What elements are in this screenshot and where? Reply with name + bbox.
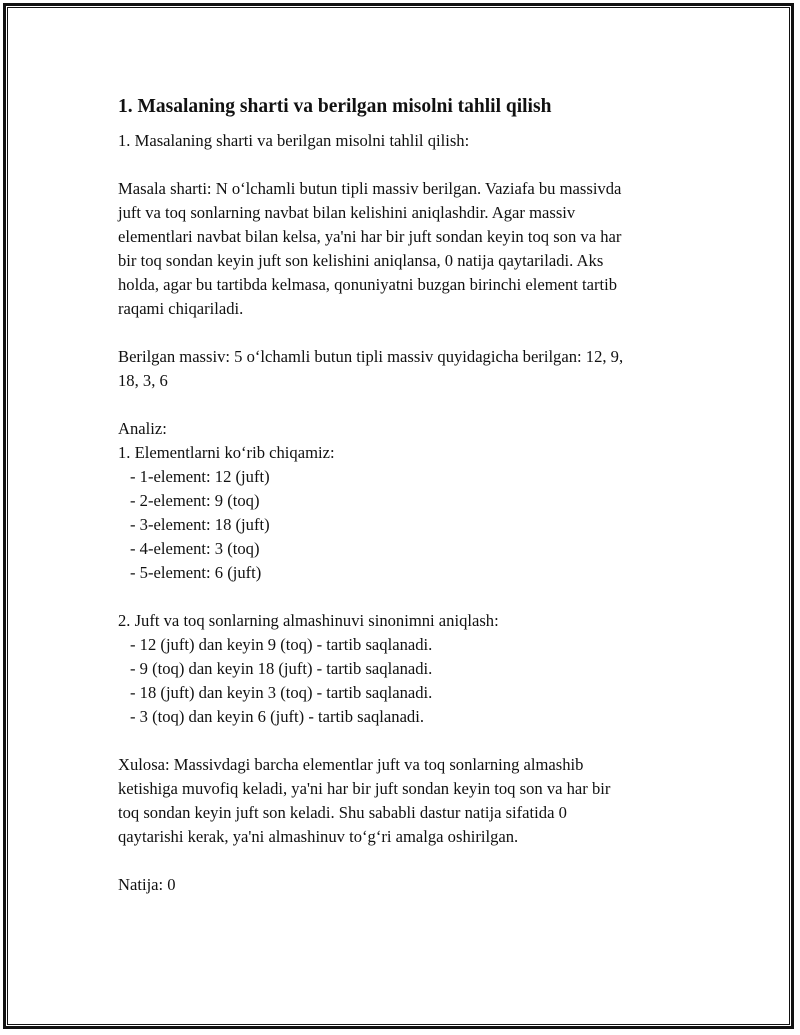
condition-line: juft va toq sonlarning navbat bilan kelishini aniqlashdir. Agar massiv [118,203,576,222]
condition-line: elementlari navbat bilan kelsa, ya'ni har bir juft sondan keyin toq son va har [118,227,622,246]
condition-paragraph [118,177,698,321]
condition-line: raqami chiqariladi. [118,299,244,318]
document-body [118,94,698,921]
condition-line: Masala sharti: N o‘lchamli butun tipli massiv berilgan. Vaziafa bu massivda [118,179,622,198]
list-item: - 3 (toq) dan keyin 6 (juft) - tartib saqlanadi. [130,707,424,726]
document-title: 1. Masalaning sharti va berilgan misolni tahlil qilish [118,96,552,117]
list-item: - 4-element: 3 (toq) [130,539,260,558]
given-line: Berilgan massiv: 5 o‘lchamli butun tipli massiv quyidagicha berilgan: 12, 9, [118,347,624,366]
condition-line: holda, agar bu tartibda kelmasa, qonuniyatni buzgan birinchi element tartib [118,275,618,294]
conclusion-line: Xulosa: Massivdagi barcha elementlar juft va toq sonlarning almashib [118,755,584,774]
given-array-paragraph [118,345,698,393]
step1-title: 1. Elementlarni ko‘rib chiqamiz: [118,443,335,462]
list-item: - 9 (toq) dan keyin 18 (juft) - tartib saqlanadi. [130,659,433,678]
list-item: - 3-element: 18 (juft) [130,515,270,534]
list-item: - 1-element: 12 (juft) [130,467,270,486]
conclusion-line: toq sondan keyin juft son keladi. Shu sababli dastur natija sifatida 0 [118,803,567,822]
condition-line: bir toq sondan keyin juft son kelishini aniqlansa, 0 natija qaytariladi. Aks [118,251,604,270]
analysis-step2 [118,609,698,729]
step2-title: 2. Juft va toq sonlarning almashinuvi sinonimni aniqlash: [118,611,499,630]
analysis-step1 [118,417,698,585]
conclusion-line: qaytarishi kerak, ya'ni almashinuv to‘g‘ri amalga oshirilgan. [118,827,519,846]
conclusion-paragraph [118,753,698,849]
list-item: - 12 (juft) dan keyin 9 (toq) - tartib saqlanadi. [130,635,433,654]
subtitle-line: 1. Masalaning sharti va berilgan misolni tahlil qilish: [118,131,470,150]
list-item: - 5-element: 6 (juft) [130,563,262,582]
result-line: Natija: 0 [118,875,176,894]
conclusion-line: ketishiga muvofiq keladi, ya'ni har bir juft sondan keyin toq son va har bir [118,779,611,798]
given-line: 18, 3, 6 [118,371,168,390]
list-item: - 2-element: 9 (toq) [130,491,260,510]
analysis-label: Analiz: [118,419,167,438]
list-item: - 18 (juft) dan keyin 3 (toq) - tartib saqlanadi. [130,683,433,702]
